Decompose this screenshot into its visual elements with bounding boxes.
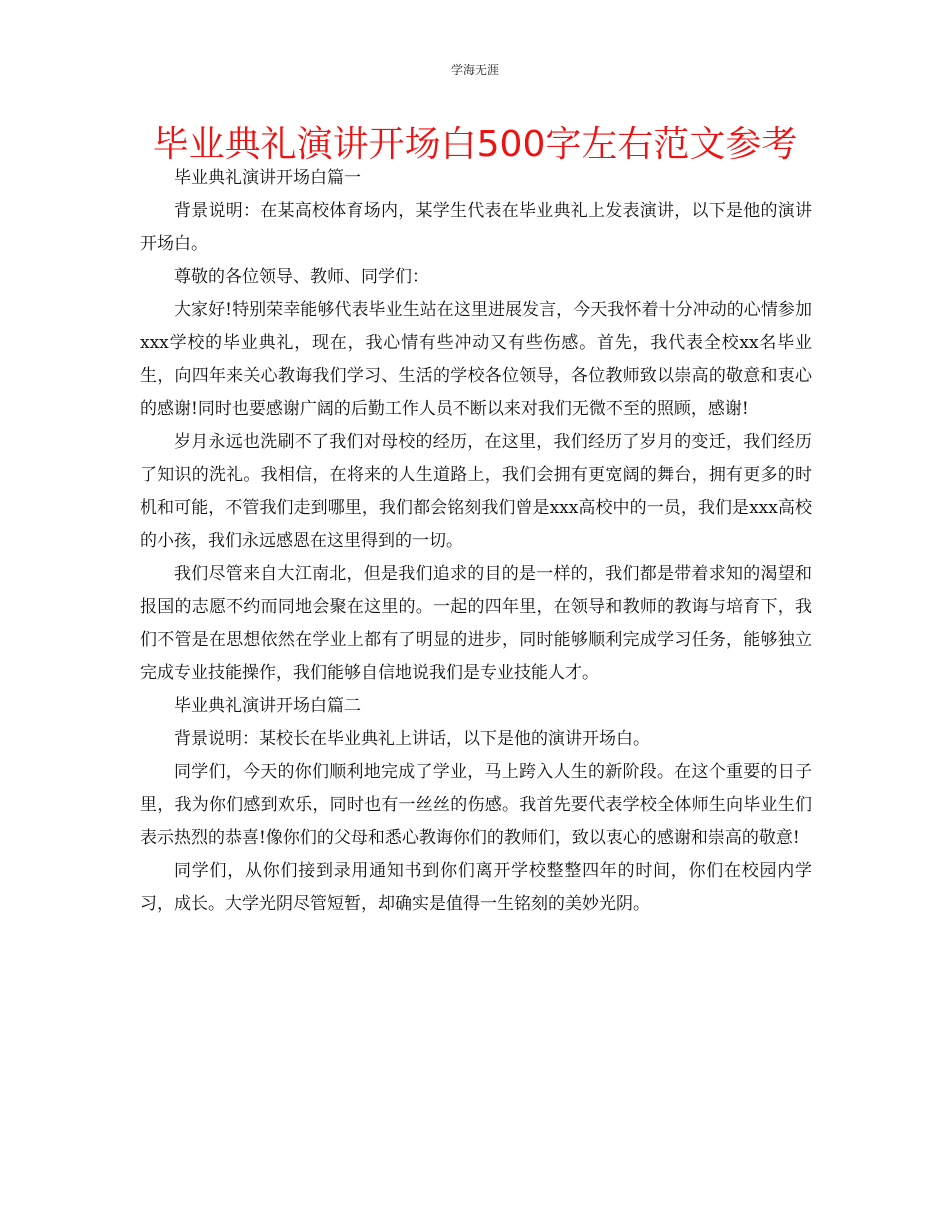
section-heading-1: 毕业典礼演讲开场白篇一 bbox=[174, 168, 361, 188]
paragraph: 背景说明：某校长在毕业典礼上讲话，以下是他的演讲开场白。 bbox=[174, 729, 650, 749]
paragraph: 同学们，从你们接到录用通知书到你们离开学校整整四年的时间，你们在校园内学习，成长。大学光阴尽管短暂，却确实是值得一生铭刻的美妙光阴。 bbox=[140, 861, 812, 914]
paragraph: 同学们，今天的你们顺利地完成了学业，马上跨入人生的新阶段。在这个重要的日子里，我为你们感到欢乐，同时也有一丝丝的伤感。我首先要代表学校全体师生向毕业生们表示热烈的恭喜!像你们的父母和悉心教诲你们的教师们，致以衷心的感谢和崇高的敬意! bbox=[140, 762, 812, 848]
page-header: 学海无涯 bbox=[450, 63, 499, 77]
paragraph: 岁月永远也洗刷不了我们对母校的经历，在这里，我们经历了岁月的变迁，我们经历了知识的洗礼。我相信，在将来的人生道路上，我们会拥有更宽阔的舞台，拥有更多的时机和可能，不管我们走到哪里，我们都会铭刻我们曾是xxx高校中的一员，我们是xxx高校的小孩，我们永远感恩在这里得到的一切。 bbox=[140, 432, 812, 551]
section-heading-2: 毕业典礼演讲开场白篇二 bbox=[174, 696, 361, 716]
paragraph: 背景说明：在某高校体育场内，某学生代表在毕业典礼上发表演讲，以下是他的演讲开场白。 bbox=[140, 201, 812, 254]
paragraph: 尊敬的各位领导、教师、同学们： bbox=[174, 267, 429, 287]
document-body bbox=[140, 162, 812, 921]
paragraph: 大家好!特别荣幸能够代表毕业生站在这里进展发言，今天我怀着十分冲动的心情参加xxx学校的毕业典礼，现在，我心情有些冲动又有些伤感。首先，我代表全校xx名毕业生，向四年来关心教诲我们学习、生活的学校各位领导，各位教师致以崇高的敬意和衷心的感谢!同时也要感谢广阔的后勤工作人员不断以来对我们无微不至的照顾，感谢! bbox=[140, 300, 812, 419]
document-title: 毕业典礼演讲开场白500字左右范文参考 bbox=[152, 124, 798, 165]
paragraph: 我们尽管来自大江南北，但是我们追求的目的是一样的，我们都是带着求知的渴望和报国的志愿不约而同地会聚在这里的。一起的四年里，在领导和教师的教诲与培育下，我们不管是在思想依然在学业上都有了明显的进步，同时能够顺利完成学习任务，能够独立完成专业技能操作，我们能够自信地说我们是专业技能人才。 bbox=[140, 564, 812, 683]
